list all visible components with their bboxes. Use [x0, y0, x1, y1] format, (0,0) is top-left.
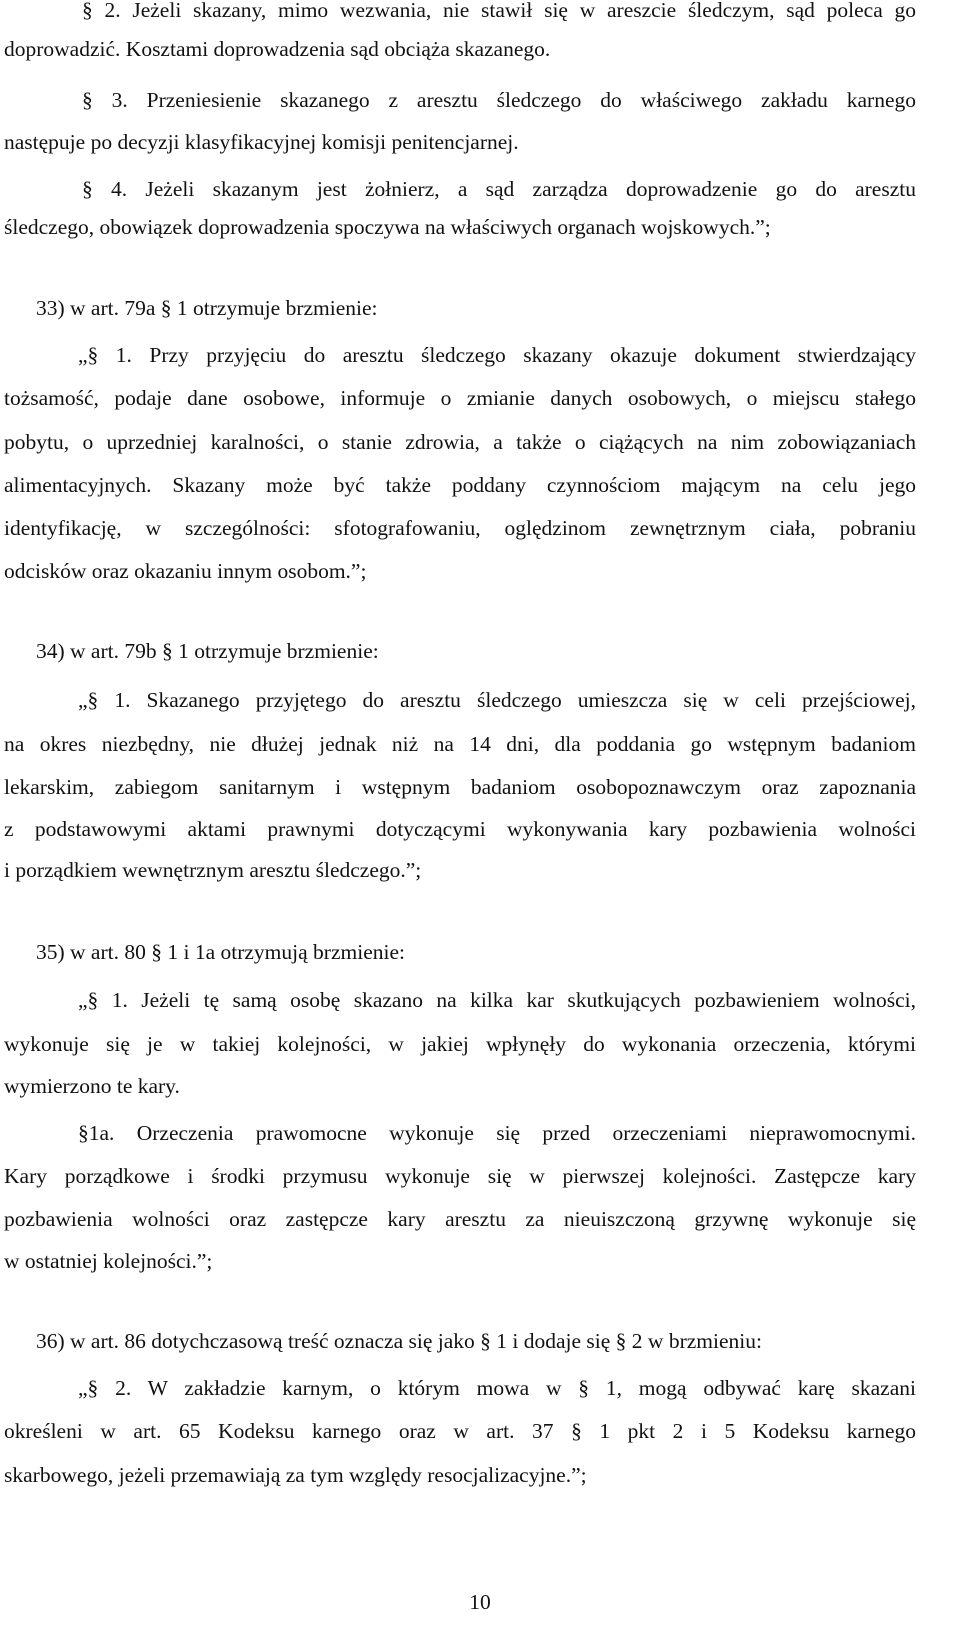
text-line: 36) w art. 86 dotychczasową treść oznacza się jako § 1 i dodaje się § 2 w brzmieniu: — [36, 1329, 762, 1353]
text-line: w ostatniej kolejności.”; — [4, 1249, 213, 1273]
text-line: „§ 1. Jeżeli tę samą osobę skazano na kilka kar skutkujących pozbawieniem wolności, — [78, 988, 916, 1012]
text-line: § 3. Przeniesienie skazanego z aresztu śledczego do właściwego zakładu karnego — [82, 88, 916, 112]
text-line: następuje po decyzji klasyfikacyjnej komisji penitencjarnej. — [4, 130, 519, 154]
text-line: „§ 1. Skazanego przyjętego do aresztu śledczego umieszcza się w celi przejściowej, — [78, 688, 916, 712]
text-line: Kary porządkowe i środki przymusu wykonuje się w pierwszej kolejności. Zastępcze kary — [4, 1164, 916, 1188]
text-line: doprowadzić. Kosztami doprowadzenia sąd obciąża skazanego. — [4, 37, 551, 61]
text-line: odcisków oraz okazaniu innym osobom.”; — [4, 559, 367, 583]
text-line: §1a. Orzeczenia prawomocne wykonuje się przed orzeczeniami nieprawomocnymi. — [78, 1121, 916, 1145]
text-line: „§ 1. Przy przyjęciu do aresztu śledczego skazany okazuje dokument stwierdzający — [78, 343, 916, 367]
text-line: lekarskim, zabiegom sanitarnym i wstępnym badaniom osobopoznawczym oraz zapoznania — [4, 775, 916, 799]
text-line: śledczego, obowiązek doprowadzenia spoczywa na właściwych organach wojskowych.”; — [4, 215, 771, 239]
text-line: skarbowego, jeżeli przemawiają za tym względy resocjalizacyjne.”; — [4, 1463, 587, 1487]
text-line: określeni w art. 65 Kodeksu karnego oraz w art. 37 § 1 pkt 2 i 5 Kodeksu karnego — [4, 1419, 916, 1443]
text-line: tożsamość, podaje dane osobowe, informuje o zmianie danych osobowych, o miejscu stałego — [4, 386, 916, 410]
text-line: wykonuje się je w takiej kolejności, w jakiej wpłynęły do wykonania orzeczenia, którymi — [4, 1032, 916, 1056]
text-line: § 2. Jeżeli skazany, mimo wezwania, nie stawił się w areszcie śledczym, sąd poleca go — [82, 0, 916, 22]
text-line: i porządkiem wewnętrznym aresztu śledczego.”; — [4, 858, 422, 882]
text-line: 35) w art. 80 § 1 i 1a otrzymują brzmienie: — [36, 940, 405, 964]
text-line: 33) w art. 79a § 1 otrzymuje brzmienie: — [36, 296, 378, 320]
text-line: identyfikację, w szczególności: sfotografowaniu, oględzinom zewnętrznym ciała, pobraniu — [4, 516, 916, 540]
text-line: § 4. Jeżeli skazanym jest żołnierz, a sąd zarządza doprowadzenie go do aresztu — [82, 177, 916, 201]
text-line: pobytu, o uprzedniej karalności, o stanie zdrowia, a także o ciążących na nim zobowiązaniach — [4, 430, 916, 454]
text-line: alimentacyjnych. Skazany może być także poddany czynnościom mającym na celu jego — [4, 473, 916, 497]
text-line: pozbawienia wolności oraz zastępcze kary aresztu za nieuiszczoną grzywnę wykonuje się — [4, 1207, 916, 1231]
text-line: 34) w art. 79b § 1 otrzymuje brzmienie: — [36, 639, 379, 663]
text-line: wymierzono te kary. — [4, 1074, 180, 1098]
text-line: „§ 2. W zakładzie karnym, o którym mowa w § 1, mogą odbywać karę skazani — [78, 1376, 916, 1400]
text-line: z podstawowymi aktami prawnymi dotyczącymi wykonywania kary pozbawienia wolności — [4, 817, 916, 841]
page-number: 10 — [469, 1590, 491, 1614]
text-line: na okres niezbędny, nie dłużej jednak niż na 14 dni, dla poddania go wstępnym badaniom — [4, 732, 916, 756]
